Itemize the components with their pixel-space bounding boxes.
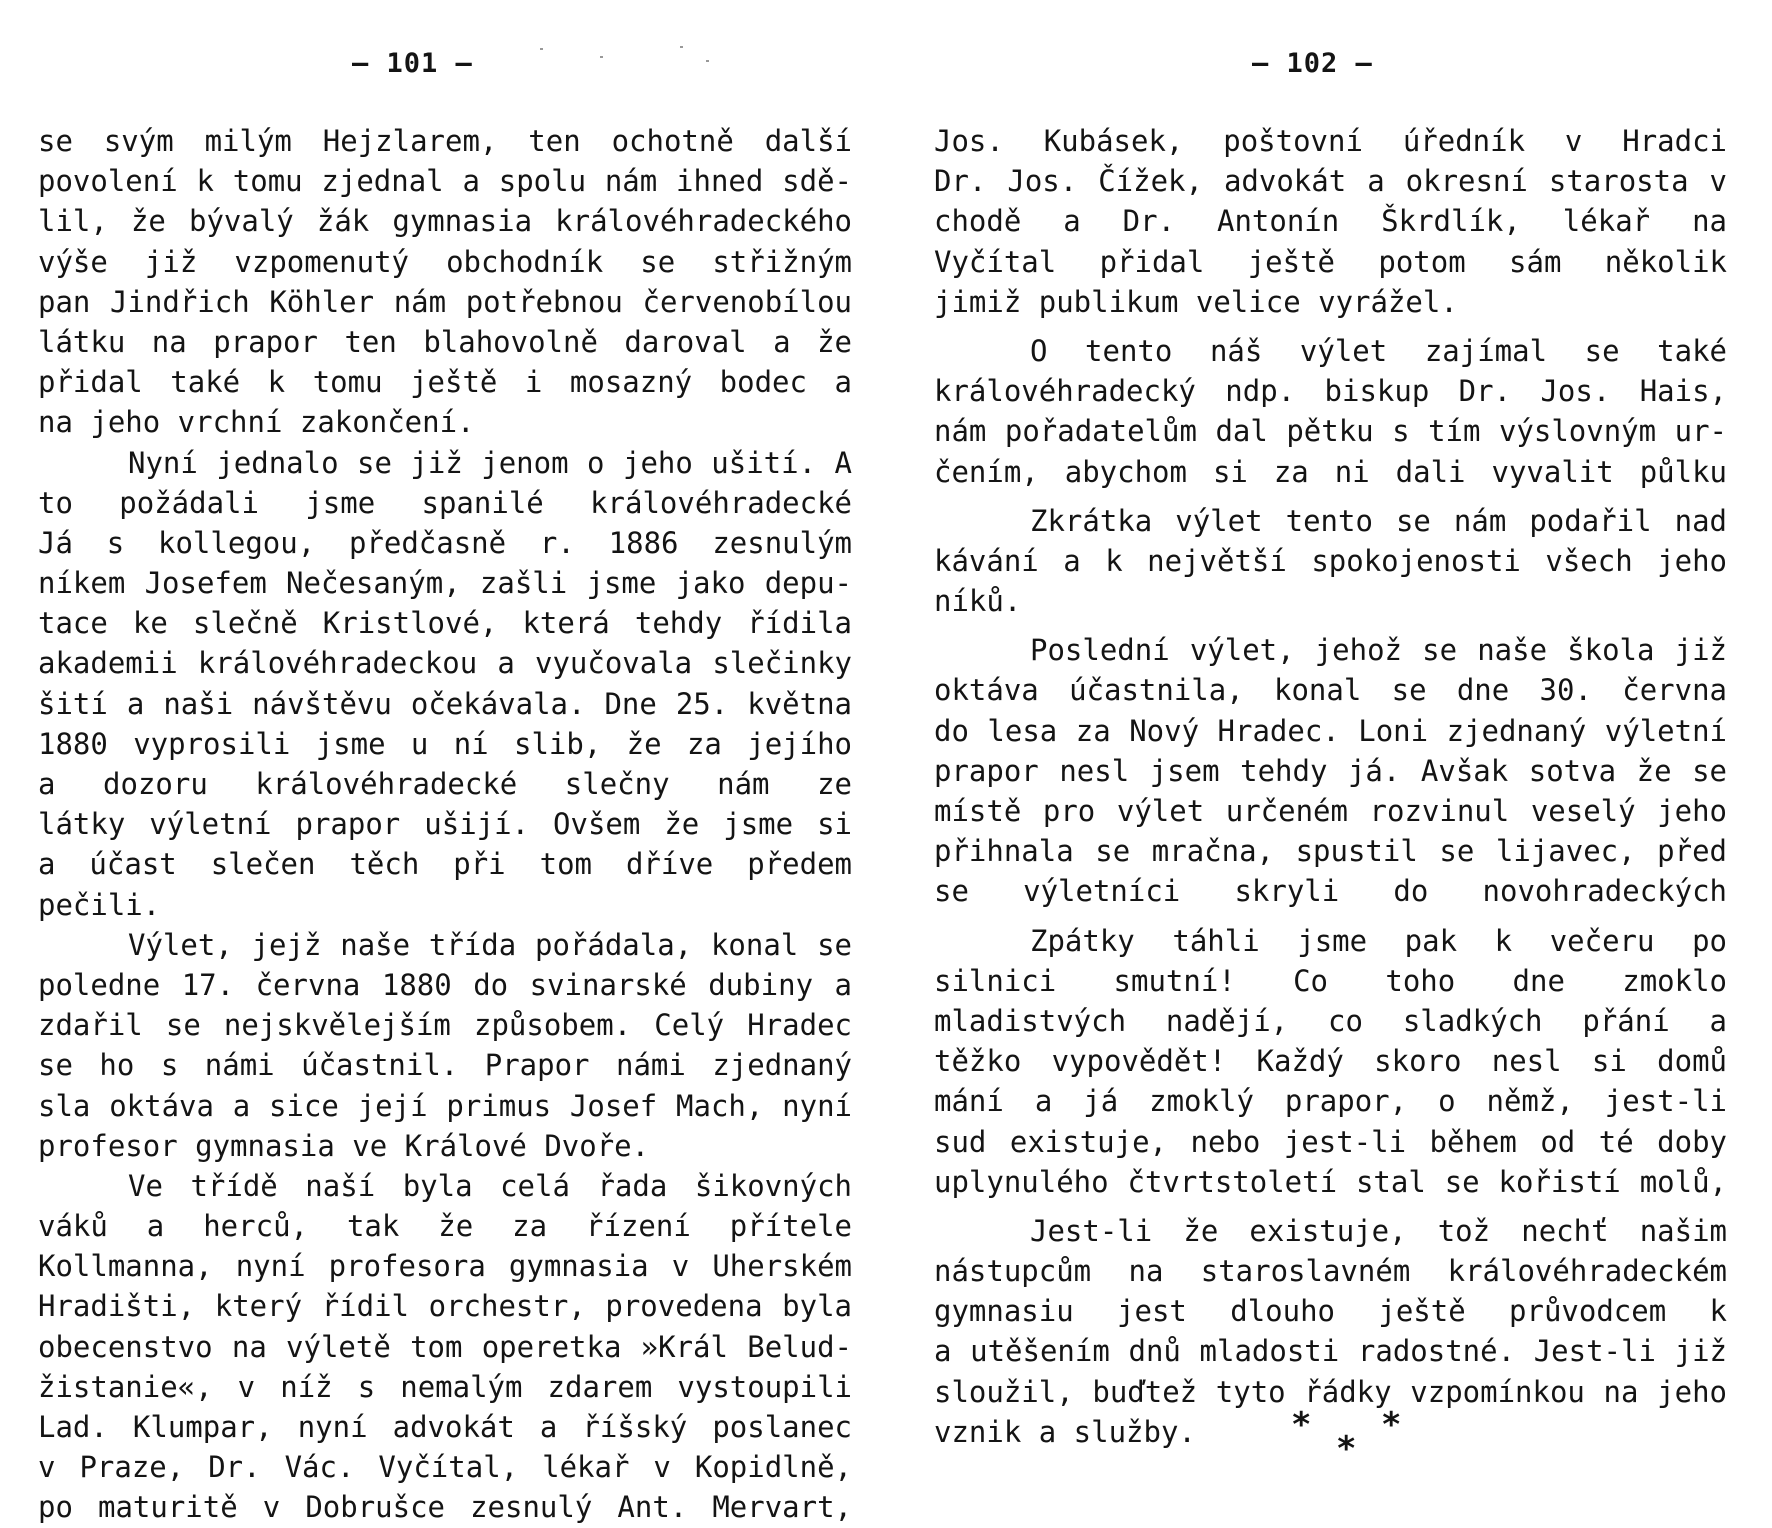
text-line: lil, že bývalý žák gymnasia královéhradeckého	[38, 204, 852, 239]
paragraph-gap	[934, 492, 1727, 501]
text-line: Jest-li že existuje, tož nechť našim	[1030, 1213, 1727, 1248]
text-line: mladistvých nadějí, co sladkých přání a	[934, 1003, 1727, 1038]
text-line: se výletníci skryli do novohradeckých	[934, 874, 1727, 909]
text-line: látky výletní prapor ušijí. Ovšem že jsme si	[38, 807, 852, 842]
text-line: prapor nesl jsem tehdy já. Avšak sotva že se	[934, 753, 1727, 788]
text-line: zdařil se nejskvělejším způsobem. Celý Hradec	[38, 1008, 852, 1043]
text-line: Poslední výlet, jehož se naše škola již	[1030, 633, 1727, 668]
text-line: povolení k tomu zjednal a spolu nám ihned sdě-	[38, 164, 852, 199]
text-line: výše již vzpomenutý obchodník se střižným	[38, 244, 852, 279]
text-line: se ho s námi účastnil. Prapor námi zjednaný	[38, 1048, 852, 1083]
text-line: místě pro výlet určeném rozvinul veselý jeho	[934, 794, 1727, 828]
left-text-column	[38, 121, 852, 1528]
text-line: látku na prapor ten blahovolně daroval a že	[38, 324, 852, 359]
text-line: to požádali jsme spanilé královéhradecké	[38, 485, 852, 520]
paragraph-gap	[934, 322, 1727, 331]
text-line: mání a já zmoklý prapor, o němž, jest-li	[934, 1084, 1727, 1119]
text-line: Nyní jednalo se již jenom o jeho ušití. A	[128, 445, 852, 480]
asterism-star: *	[1291, 1405, 1312, 1445]
text-line: oktáva účastnila, konal se dne 30. června	[934, 673, 1727, 708]
text-line: královéhradecký ndp. biskup Dr. Jos. Hais,	[934, 374, 1727, 409]
text-line: tace ke slečně Kristlové, která tehdy řídila	[38, 606, 852, 641]
text-line: 1880 vyprosili jsme u ní slib, že za jejího	[38, 726, 852, 761]
text-line: Výlet, jejž naše třída pořádala, konal se	[128, 927, 852, 962]
text-line: O tento náš výlet zajímal se také	[1030, 333, 1727, 368]
text-line: a utěšením dnů mladosti radostné. Jest-li již	[934, 1334, 1727, 1369]
text-line: silnici smutní! Co toho dne zmoklo	[934, 963, 1727, 998]
text-line: těžko vypovědět! Každý skoro nesl si domů	[934, 1044, 1727, 1079]
asterism-ornament	[1291, 1405, 1411, 1475]
paragraph-gap	[934, 621, 1727, 630]
paragraph-gap	[934, 1202, 1727, 1211]
text-line: Vyčítal přidal ještě potom sám několik	[934, 244, 1727, 279]
text-line: na jeho vrchní zakončení.	[38, 405, 475, 440]
text-line: po maturitě v Dobrušce zesnulý Ant. Mervart,	[38, 1490, 852, 1525]
text-line: níkem Josefem Nečesaným, zašli jsme jako depu-	[38, 566, 852, 601]
text-line: gymnasiu jest dlouho ještě průvodcem k	[934, 1294, 1727, 1329]
text-line: Jos. Kubásek, poštovní úředník v Hradci	[934, 124, 1727, 158]
text-line: chodě a Dr. Antonín Škrdlík, lékař na	[934, 204, 1727, 239]
text-line: uplynulého čtvrtstoletí stal se kořistí molů,	[934, 1164, 1727, 1199]
text-line: Zpátky táhli jsme pak k večeru po	[1030, 923, 1727, 958]
text-line: váků a herců, tak že za řízení přítele	[38, 1209, 852, 1244]
text-line: přidal také k tomu ještě i mosazný bodec a	[38, 365, 852, 400]
scan-specks	[530, 42, 730, 72]
text-line: jimiž publikum velice vyrážel.	[934, 284, 1458, 319]
text-line: a dozoru královéhradecké slečny nám ze	[38, 767, 852, 801]
paragraph-gap	[934, 912, 1727, 921]
text-line: žistanie«, v níž s nemalým zdarem vystoupili	[38, 1369, 852, 1404]
text-line: čením, abychom si za ni dali vyvalit půlku	[934, 454, 1727, 489]
text-line: pan Jindřich Köhler nám potřebnou červenobílou	[38, 284, 852, 319]
text-line: Zkrátka výlet tento se nám podařil nad	[1030, 503, 1727, 538]
text-line: níků.	[934, 584, 1022, 619]
text-line: a účast slečen těch při tom dříve předem	[38, 847, 852, 882]
text-line: kávání a k největší spokojenosti všech jeho	[934, 543, 1727, 578]
text-line: poledne 17. června 1880 do svinarské dubiny a	[38, 967, 852, 1002]
text-line: v Praze, Dr. Vác. Vyčítal, lékař v Kopidlně,	[38, 1450, 852, 1485]
text-line: nám pořadatelům dal pětku s tím výslovným ur-	[934, 414, 1727, 449]
text-line: šití a naši návštěvu očekávala. Dne 25. května	[38, 686, 852, 721]
right-text-column	[934, 121, 1727, 1452]
text-line: se svým milým Hejzlarem, ten ochotně další	[38, 124, 852, 158]
left-page	[0, 0, 886, 1525]
text-line: do lesa za Nový Hradec. Loni zjednaný výletní	[934, 713, 1727, 748]
text-line: vznik a služby.	[934, 1414, 1196, 1449]
text-line: sloužil, buďtež tyto řádky vzpomínkou na jeho	[934, 1374, 1727, 1409]
text-line: profesor gymnasia ve Králové Dvoře.	[38, 1128, 650, 1163]
text-line: Hradišti, který řídil orchestr, provedena byla	[38, 1289, 852, 1324]
text-line: pečili.	[38, 887, 161, 922]
text-line: Já s kollegou, předčasně r. 1886 zesnulým	[38, 525, 852, 560]
right-page	[886, 0, 1772, 1500]
asterism-star: *	[1381, 1405, 1402, 1445]
text-line: sla oktáva a sice její primus Josef Mach, nyní	[38, 1088, 852, 1123]
text-line: přihnala se mračna, spustil se lijavec, před	[934, 834, 1727, 869]
text-line: Kollmanna, nyní profesora gymnasia v Uherském	[38, 1249, 852, 1284]
asterism-star: *	[1336, 1429, 1357, 1469]
page-number-101: — 101 —	[352, 48, 473, 79]
text-line: Lad. Klumpar, nyní advokát a říšský poslanec	[38, 1410, 852, 1444]
text-line: sud existuje, nebo jest-li během od té doby	[934, 1124, 1727, 1159]
page-number-102: — 102 —	[1252, 48, 1373, 79]
text-line: akademii královéhradeckou a vyučovala slečinky	[38, 646, 852, 681]
text-line: Ve třídě naší byla celá řada šikovných	[128, 1168, 852, 1203]
text-line: nástupcům na staroslavném královéhradeckém	[934, 1254, 1727, 1289]
text-line: obecenstvo na výletě tom operetka »Král Belud-	[38, 1329, 852, 1364]
text-line: Dr. Jos. Čížek, advokát a okresní starosta v	[934, 164, 1727, 199]
